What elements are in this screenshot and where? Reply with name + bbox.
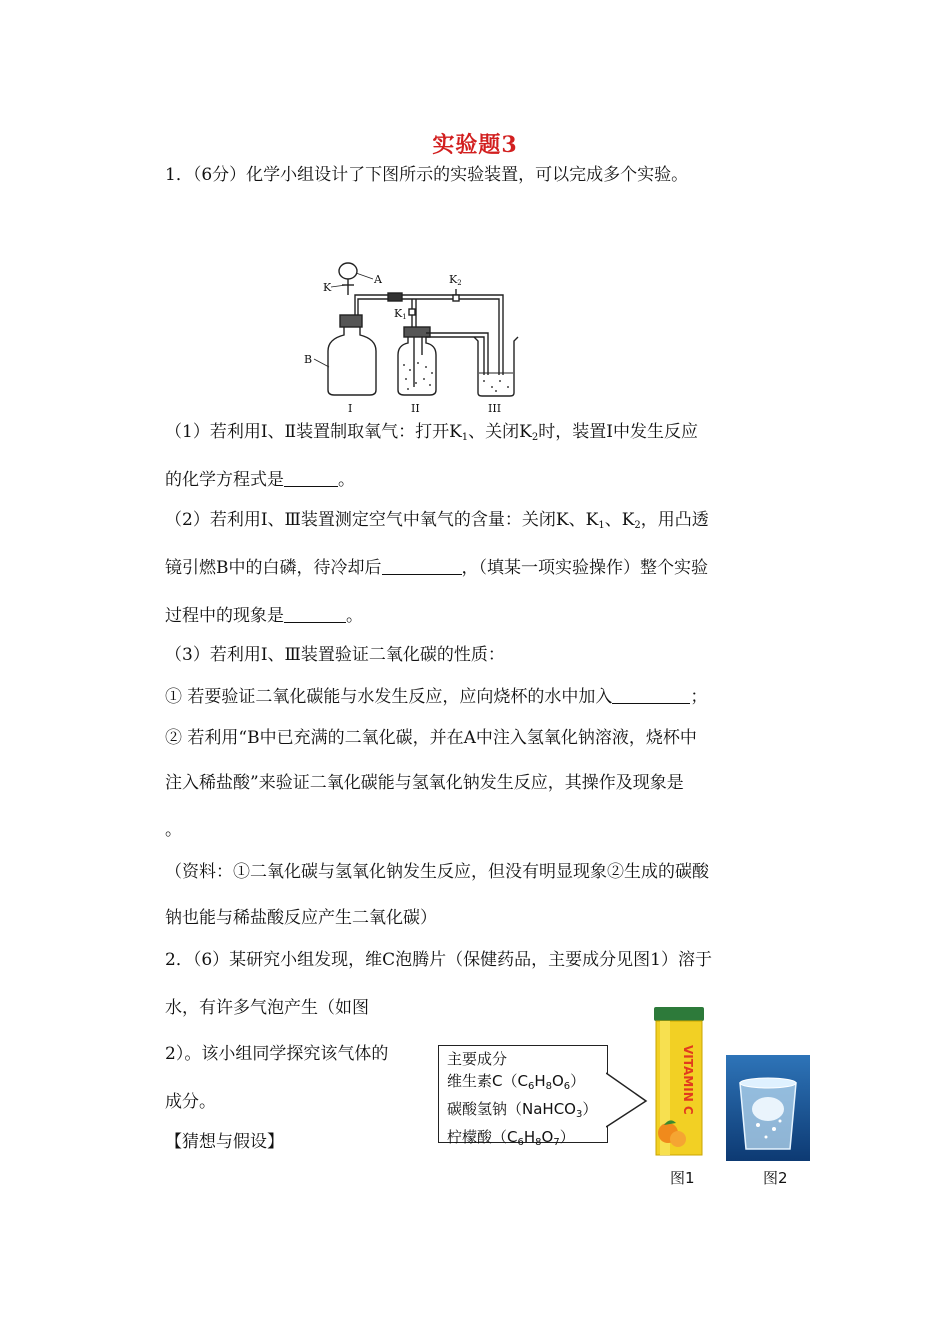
answer-blank[interactable] [382,556,462,575]
q1-intro: 1．（6分）化学小组设计了下图所示的实验装置，可以完成多个实验。 [165,165,689,185]
label-a: A [374,273,382,286]
label-ii: II [411,402,420,415]
q1-part2-line3: 过程中的现象是 。 [165,606,363,626]
q2-line4: 成分。 [165,1092,216,1112]
q2-line2: 水，有许多气泡产生（如图 [165,998,369,1018]
bottle-b [328,327,376,395]
beaker-iii [474,337,518,396]
label-b: B [304,353,313,366]
label-k: K [323,281,332,294]
answer-blank[interactable] [284,604,346,623]
fizzing-glass-image [726,1055,810,1161]
label-iii: III [488,402,502,415]
q2-line5: 【猜想与假设】 [165,1132,284,1152]
answer-blank[interactable] [612,685,690,704]
answer-blank[interactable] [284,468,338,487]
vitamin-tube-image [650,1005,710,1157]
q1-note-line2: 钠也能与稀盐酸反应产生二氧化碳） [165,908,437,928]
figure-2-label: 图2 [763,1169,788,1187]
callout-item-vitc: 维生素$C(C_6H_8O_6)$ [447,1072,586,1092]
q1-part3-item1: ① 若要验证二氧化碳能与水发生反应，应向烧杯的水中加入 ； [165,687,708,707]
bottle-ii [398,337,436,395]
q1-part1-line1: （1）若利用Ⅰ、Ⅱ装置制取氧气：打开$K_1$、关闭$K_2$时，装置Ⅰ中发生反应 [165,422,698,443]
ingredients-callout [438,1045,608,1148]
q1-note-line1: （资料：①二氧化碳与氢氧化钠发生反应，但没有明显现象②生成的碳酸 [165,862,709,882]
tube-label: VITAMIN C [681,1045,695,1115]
q2-line3: 2）。该小组同学探究该气体的 [165,1044,389,1064]
apparatus-diagram [298,255,523,415]
callout-item-citric: 柠檬酸$(C_6H_8O_7)$ [447,1128,575,1148]
q1-part3: （3）若利用Ⅰ、Ⅲ装置验证二氧化碳的性质： [165,645,505,665]
funnel-a [339,263,357,279]
callout-pointer [606,1065,650,1135]
q1-part1-line2: 的化学方程式是 。 [165,470,355,490]
q2-line1: 2．（6）某研究小组发现，维C泡腾片（保健药品，主要成分见图1）溶于 [165,950,712,970]
q1-part3-item2-line3: 。 [165,820,182,840]
figure-1-label: 图1 [670,1169,695,1187]
q1-part2-line2: 镜引燃B中的白磷，待冷却后 ，（填某一项实验操作）整个实验 [165,558,708,578]
page-title: 实验题3 [432,132,518,158]
q2-figures [438,1005,818,1190]
label-k1: K1 [394,307,407,321]
callout-title: 主要成分 [447,1050,508,1068]
label-i: I [348,402,353,415]
label-k2: K2 [449,273,462,287]
callout-item-nahco3: 碳酸氢钠（NaHCO$_3$） [447,1100,598,1120]
q1-part2-line1: （2）若利用Ⅰ、Ⅲ装置测定空气中氧气的含量：关闭K、$K_1$、$K_2$，用凸透 [165,510,709,531]
q1-part3-item2-line1: ② 若利用“B中已充满的二氧化碳，并在A中注入氢氧化钠溶液，烧杯中 [165,728,697,748]
q1-part3-item2-line2: 注入稀盐酸”来验证二氧化碳能与氢氧化钠发生反应，其操作及现象是 [165,773,684,793]
